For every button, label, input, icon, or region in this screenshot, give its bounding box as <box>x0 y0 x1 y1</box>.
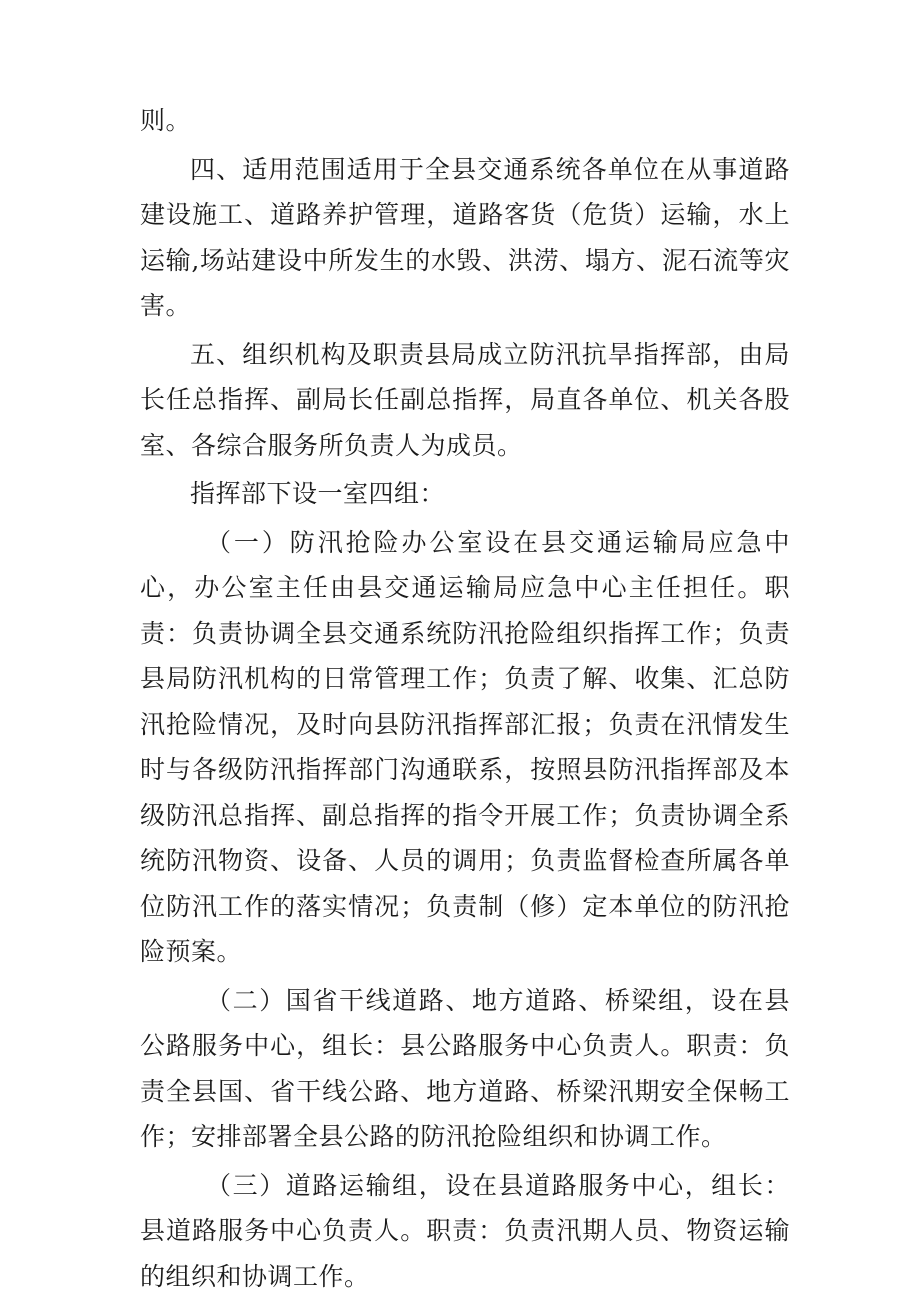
paragraph-structure-intro: 指挥部下设一室四组： <box>190 479 446 508</box>
paragraph-office: （一）防汛抢险办公室设在县交通运输局应急中心，办公室主任由县交通运输局应急中心主任担任。职责：负责协调全县交通系统防汛抢险组织指挥工作；负责县局防汛机构的日常管理工作；负责了解、收集、汇总防汛抢险情况，及时向县防汛指挥部汇报；负责在汛情发生时与各级防汛指挥部门沟通联系，按照县防汛指挥部及本级防汛总指挥、副总指挥的指令开展工作；负责协调全系统防汛物资、设备、人员的调用；负责监督检查所属各单位防汛工作的落实情况；负责制（修）定本单位的防汛抢险预案。 <box>140 527 790 966</box>
paragraph-transport-group: （三）道路运输组，设在县道路服务中心，组长：县道路服务中心负责人。职责：负责汛期人员、物资运输的组织和协调工作。 <box>140 1170 790 1291</box>
paragraph-organization: 五、组织机构及职责县局成立防汛抗旱指挥部，由局长任总指挥、副局长任副总指挥，局直各单位、机关各股室、各综合服务所负责人为成员。 <box>140 339 790 460</box>
paragraph-road-bridge-group: （二）国省干线道路、地方道路、桥梁组，设在县公路服务中心，组长：县公路服务中心负责人。职责：负责全县国、省干线公路、地方道路、桥梁汛期安全保畅工作；安排部署全县公路的防汛抢险组织和协调工作。 <box>140 985 790 1151</box>
paragraph-continuation: 则。 <box>140 106 192 135</box>
document-body <box>140 98 790 1302</box>
paragraph-scope: 四、适用范围适用于全县交通系统各单位在从事道路建设施工、道路养护管理，道路客货（危货）运输，水上运输,场站建设中所发生的水毁、洪涝、塌方、泥石流等灾害。 <box>140 154 790 320</box>
